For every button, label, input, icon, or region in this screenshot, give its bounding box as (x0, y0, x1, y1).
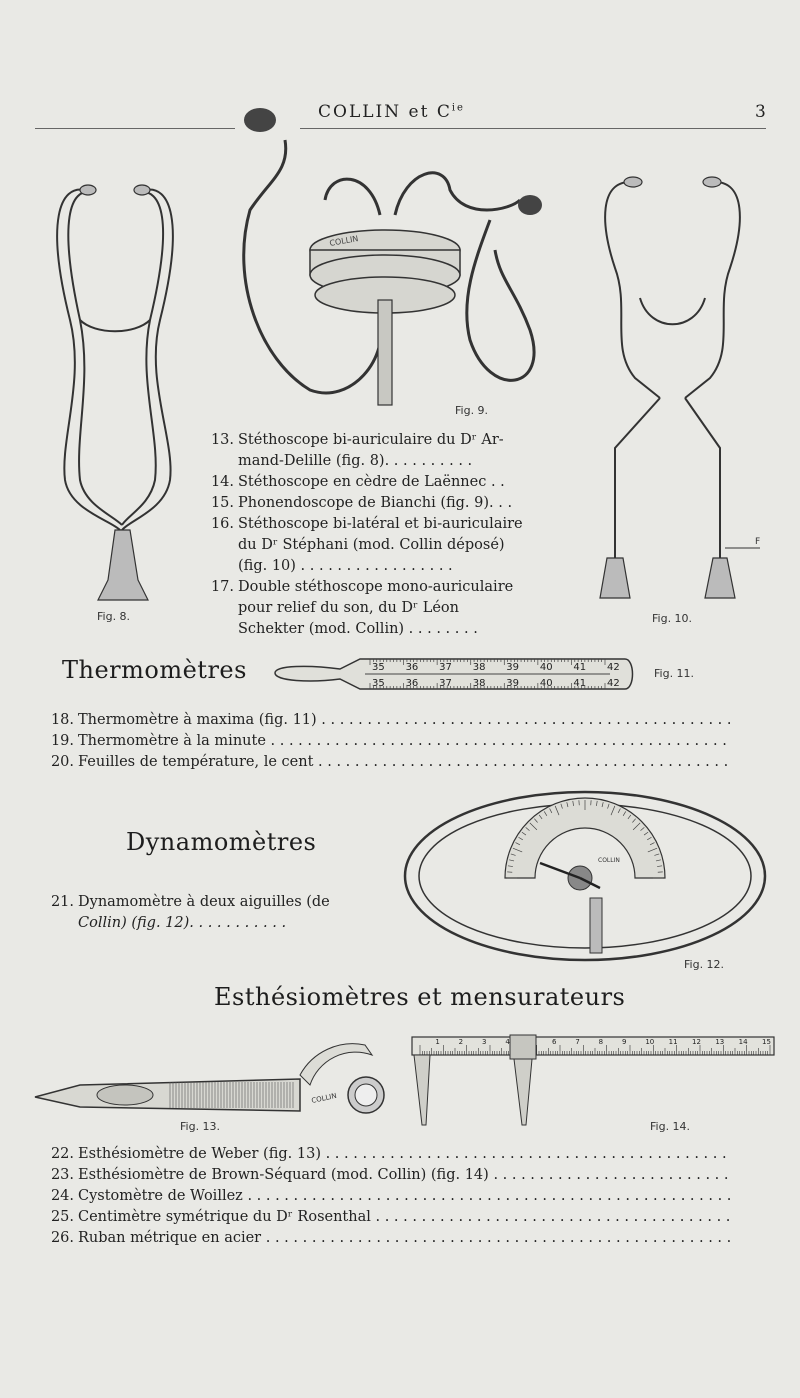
item-text: Thermomètre à maxima (fig. 11) (78, 712, 317, 728)
list-item (40, 1207, 730, 1228)
ruler-label: 10 (645, 1038, 655, 1046)
list-item (40, 710, 730, 731)
ruler-label: 8 (598, 1038, 604, 1046)
list-item (200, 472, 530, 493)
item-text: Double stéthoscope mono-auriculaire (238, 579, 514, 595)
esthesiometer-list (40, 1144, 730, 1249)
thermometers-heading: Thermomètres (62, 656, 247, 684)
item-text: Esthésiomètre de Weber (fig. 13) (78, 1146, 321, 1162)
item-text: Stéthoscope bi-latéral et bi-auriculaire (238, 516, 523, 532)
item-number: 26. (50, 1230, 74, 1246)
item-number: 17. (210, 579, 234, 595)
fig11-caption: Fig. 11. (654, 667, 695, 680)
item-text: (fig. 10) . . . . . . . . . . . . . . . . . (238, 558, 453, 574)
thermometer-scale-label: 38 (472, 662, 486, 673)
item-text: Centimètre symétrique du Dʳ Rosenthal (78, 1209, 371, 1225)
item-number: 18. (50, 712, 74, 728)
fig14-compass-illustration (410, 1033, 780, 1133)
thermometer-scale-label: 39 (506, 662, 520, 673)
fig13-caption: Fig. 13. (180, 1120, 221, 1133)
item-text: Stéthoscope en cèdre de Laënnec . . (238, 474, 505, 490)
item-number: 15. (210, 495, 234, 511)
item-text: Phonendoscope de Bianchi (fig. 9). . . (238, 495, 513, 511)
list-item (200, 577, 530, 640)
fig9-caption: Fig. 9. (455, 404, 489, 417)
item-number: 13. (210, 432, 234, 448)
item-number: 23. (50, 1167, 74, 1183)
item-number: 19. (50, 733, 74, 749)
item-number: 22. (50, 1146, 74, 1162)
item-number: 21. (50, 894, 74, 910)
list-item (40, 1228, 730, 1249)
fig12-dynamometer-illustration (400, 788, 770, 968)
item-number: 25. (50, 1209, 74, 1225)
item-text: Cystomètre de Woillez (78, 1188, 243, 1204)
item-number: 24. (50, 1188, 74, 1204)
list-item (200, 430, 530, 472)
fig12-brand: COLLIN (598, 857, 620, 864)
thermometer-scale-label: 36 (405, 662, 419, 673)
thermometer-scale-label: 42 (607, 678, 620, 689)
page-number: 3 (755, 102, 768, 122)
thermometer-scale-label: 36 (405, 678, 419, 689)
thermometer-scale-label: 37 (439, 678, 452, 689)
item-text: mand-Delille (fig. 8). . . . . . . . . . (238, 453, 473, 469)
item-number: 14. (210, 474, 234, 490)
item-text: Schekter (mod. Collin) . . . . . . . . (238, 621, 478, 637)
thermometer-scale-label: 40 (539, 662, 553, 673)
dynamometer-list (40, 892, 350, 934)
ruler-label: 14 (738, 1038, 748, 1046)
thermometer-scale-label: 41 (573, 662, 587, 673)
item-text: Esthésiomètre de Brown-Séquard (mod. Collin) (fig. 14) (78, 1167, 489, 1183)
fig9-phonendoscope-illustration (230, 100, 550, 420)
item-text: pour relief du son, du Dʳ Léon (238, 600, 459, 616)
thermometer-scale-label: 37 (439, 662, 452, 673)
fig8-caption: Fig. 8. (97, 610, 131, 623)
thermometer-scale-label: 38 (472, 678, 486, 689)
thermometer-scale-label: 42 (607, 662, 620, 673)
fig8-stethoscope-illustration (30, 180, 200, 620)
list-item (200, 514, 530, 577)
thermometer-scale-label: 40 (539, 678, 553, 689)
list-item (40, 1186, 730, 1207)
item-text: Dynamomètre à deux aiguilles (de (78, 894, 330, 910)
fig12-caption: Fig. 12. (684, 958, 725, 971)
ruler-label: 11 (668, 1038, 678, 1046)
ruler-label: 13 (715, 1038, 725, 1046)
fig14-caption: Fig. 14. (650, 1120, 691, 1133)
list-item (40, 892, 350, 934)
ruler-label: 4 (505, 1038, 510, 1046)
fig11-thermometer-illustration (270, 655, 640, 695)
item-text: Ruban métrique en acier (78, 1230, 262, 1246)
fig10-stethoscope-illustration (585, 168, 765, 608)
ruler-label: 7 (575, 1038, 580, 1046)
list-item (40, 731, 730, 752)
ruler-label: 6 (552, 1038, 557, 1046)
item-text: Collin) (fig. 12). . . . . . . . . . . (78, 915, 287, 931)
fig10-f-label: F (755, 537, 761, 547)
item-text: Thermomètre à la minute (78, 733, 266, 749)
header-rule-left (35, 128, 235, 129)
header-title-text: COLLIN et C (318, 102, 452, 122)
ruler-label: 9 (622, 1038, 627, 1046)
thermometer-scale-label: 39 (506, 678, 520, 689)
list-item (40, 1144, 730, 1165)
fig13-esthesiometer-illustration (30, 1035, 390, 1125)
thermometer-scale-label: 35 (372, 678, 385, 689)
item-number: 20. (50, 754, 74, 770)
dynamometers-heading: Dynamomètres (126, 828, 317, 856)
list-item (40, 752, 730, 773)
esthesiometers-heading: Esthésiomètres et mensurateurs (214, 983, 626, 1011)
fig13-brand: COLLIN (310, 1091, 338, 1105)
ruler-label: 12 (692, 1038, 701, 1046)
ruler-label: 2 (458, 1038, 464, 1046)
list-item (40, 1165, 730, 1186)
ruler-label: 3 (482, 1038, 487, 1046)
list-item (200, 493, 530, 514)
fig10-caption: Fig. 10. (652, 612, 693, 625)
thermometer-scale-label: 41 (573, 678, 587, 689)
fig9-brand: COLLIN (328, 234, 360, 248)
item-text: Stéthoscope bi-auriculaire du Dʳ Ar- (238, 432, 504, 448)
thermometer-list (40, 710, 730, 773)
ruler-label: 15 (762, 1038, 771, 1046)
header-title-sup: ie (451, 102, 465, 114)
thermometer-scale-label: 35 (372, 662, 385, 673)
ruler-label: 1 (435, 1038, 440, 1046)
item-text: Feuilles de température, le cent (78, 754, 314, 770)
stethoscope-list (200, 430, 530, 640)
item-number: 16. (210, 516, 234, 532)
item-text: du Dʳ Stéphani (mod. Collin déposé) (238, 537, 505, 553)
